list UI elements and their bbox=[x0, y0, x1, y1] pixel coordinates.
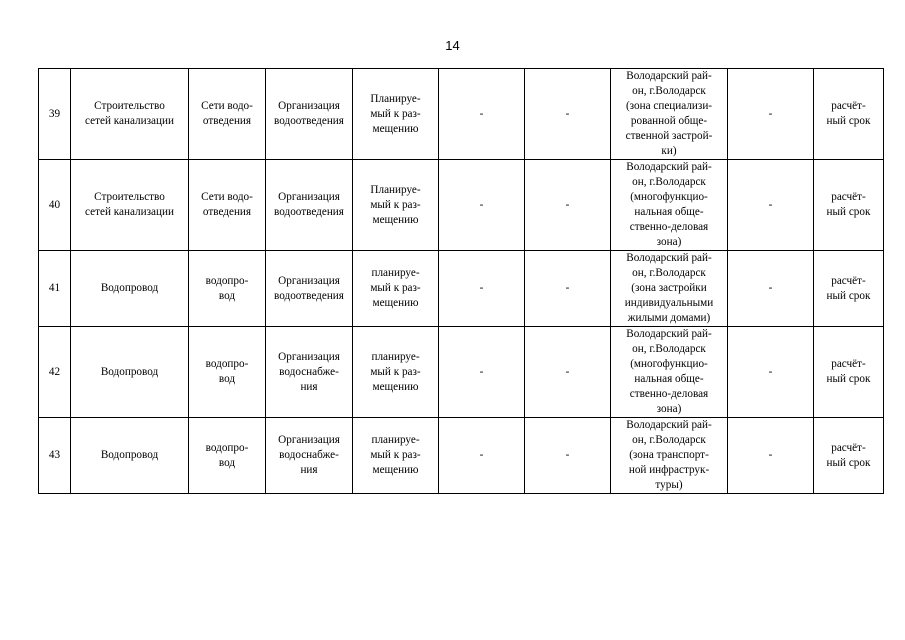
dash-value-c: - bbox=[768, 198, 773, 211]
object-name: Водопровод bbox=[100, 449, 159, 461]
dash-value-a: - bbox=[479, 282, 484, 294]
organization-cell bbox=[266, 69, 353, 160]
dash-value-b: - bbox=[565, 449, 570, 461]
location: Володарский рай- он, г.Володарск (зона застройки индивидуальными жилыми домами) bbox=[624, 252, 714, 324]
term-cell bbox=[814, 69, 884, 160]
object-name-cell bbox=[71, 327, 189, 418]
status: планируе- мый к раз- мещению bbox=[370, 350, 421, 393]
location: Володарский рай- он, г.Володарск (многофункцио- нальная обще- ственно-деловая зона) bbox=[626, 161, 712, 248]
dash-cell-a bbox=[439, 251, 525, 327]
dash-cell-b bbox=[525, 327, 611, 418]
location-cell bbox=[611, 327, 728, 418]
table-row bbox=[39, 69, 884, 160]
purpose-cell bbox=[189, 418, 266, 494]
dash-cell-a bbox=[439, 418, 525, 494]
dash-value-b: - bbox=[565, 198, 570, 211]
location-cell bbox=[611, 418, 728, 494]
dash-cell-a bbox=[439, 160, 525, 251]
status-cell bbox=[353, 418, 439, 494]
term: расчёт- ный срок bbox=[826, 358, 871, 385]
row-number-cell bbox=[39, 418, 71, 494]
status-cell bbox=[353, 327, 439, 418]
object-name: Водопровод bbox=[100, 282, 159, 294]
term-cell bbox=[814, 160, 884, 251]
row-number: 39 bbox=[48, 107, 61, 120]
object-name: Строительство сетей канализации bbox=[85, 191, 174, 218]
location-cell bbox=[611, 160, 728, 251]
purpose-cell bbox=[189, 327, 266, 418]
organization: Организация водоотведения bbox=[274, 100, 344, 127]
dash-value-a: - bbox=[479, 107, 484, 120]
location-cell bbox=[611, 69, 728, 160]
row-number-cell bbox=[39, 251, 71, 327]
row-number-cell bbox=[39, 69, 71, 160]
dash-cell-c bbox=[728, 418, 814, 494]
dash-value-c: - bbox=[768, 365, 773, 378]
dash-cell-b bbox=[525, 251, 611, 327]
row-number-cell bbox=[39, 327, 71, 418]
table-row bbox=[39, 327, 884, 418]
status-cell bbox=[353, 69, 439, 160]
object-name: Строительство сетей канализации bbox=[85, 100, 174, 127]
table-row bbox=[39, 251, 884, 327]
location-cell bbox=[611, 251, 728, 327]
organization-cell bbox=[266, 418, 353, 494]
status-cell bbox=[353, 251, 439, 327]
location: Володарский рай- он, г.Володарск (зона транспорт- ной инфраструк- туры) bbox=[626, 419, 712, 491]
row-number: 41 bbox=[48, 282, 61, 294]
row-number: 42 bbox=[48, 365, 61, 378]
term: расчёт- ный срок bbox=[826, 441, 871, 469]
dash-value-c: - bbox=[768, 107, 773, 120]
term-cell bbox=[814, 418, 884, 494]
object-name-cell bbox=[71, 69, 189, 160]
dash-value-a: - bbox=[479, 198, 484, 211]
purpose-cell bbox=[189, 69, 266, 160]
status: Планируе- мый к раз- мещению bbox=[370, 92, 421, 135]
organization-cell bbox=[266, 251, 353, 327]
row-number: 40 bbox=[48, 198, 61, 211]
dash-cell-c bbox=[728, 251, 814, 327]
status-cell bbox=[353, 160, 439, 251]
status: планируе- мый к раз- мещению bbox=[370, 434, 421, 476]
purpose: водопро- вод bbox=[205, 441, 249, 469]
purpose: Сети водо- отведения bbox=[201, 100, 253, 127]
dash-cell-a bbox=[439, 69, 525, 160]
dash-cell-b bbox=[525, 418, 611, 494]
object-name-cell bbox=[71, 160, 189, 251]
dash-cell-a bbox=[439, 327, 525, 418]
row-number-cell bbox=[39, 160, 71, 251]
purpose-cell bbox=[189, 160, 266, 251]
status: Планируе- мый к раз- мещению bbox=[370, 183, 421, 226]
term: расчёт- ный срок bbox=[826, 191, 871, 218]
page-number: 14 bbox=[445, 38, 460, 53]
dash-value-b: - bbox=[565, 107, 570, 120]
object-name-cell bbox=[71, 251, 189, 327]
organization-cell bbox=[266, 327, 353, 418]
dash-cell-b bbox=[525, 160, 611, 251]
term: расчёт- ный срок bbox=[826, 274, 871, 302]
purpose: водопро- вод bbox=[205, 358, 249, 385]
status: планируе- мый к раз- мещению bbox=[370, 267, 421, 309]
purpose: Сети водо- отведения bbox=[201, 191, 253, 218]
organization: Организация водоснабже- ния bbox=[278, 434, 340, 476]
table-row bbox=[39, 418, 884, 494]
dash-value-a: - bbox=[479, 449, 484, 461]
location: Володарский рай- он, г.Володарск (зона специализи- рованной обще- ственной застрой- ки) bbox=[625, 70, 713, 157]
term: расчёт- ный срок bbox=[826, 100, 871, 127]
table-row bbox=[39, 160, 884, 251]
organization: Организация водоотведения bbox=[274, 274, 344, 302]
dash-cell-c bbox=[728, 160, 814, 251]
object-name-cell bbox=[71, 418, 189, 494]
dash-value-c: - bbox=[768, 449, 773, 461]
object-name: Водопровод bbox=[100, 365, 159, 378]
dash-cell-b bbox=[525, 69, 611, 160]
term-cell bbox=[814, 327, 884, 418]
term-cell bbox=[814, 251, 884, 327]
organization: Организация водоснабже- ния bbox=[278, 350, 340, 393]
dash-cell-c bbox=[728, 327, 814, 418]
dash-cell-c bbox=[728, 69, 814, 160]
purpose: водопро- вод bbox=[205, 274, 249, 302]
dash-value-b: - bbox=[565, 282, 570, 294]
purpose-cell bbox=[189, 251, 266, 327]
dash-value-c: - bbox=[768, 282, 773, 294]
dash-value-b: - bbox=[565, 365, 570, 378]
row-number: 43 bbox=[48, 449, 61, 461]
organization-cell bbox=[266, 160, 353, 251]
location: Володарский рай- он, г.Володарск (многофункцио- нальная обще- ственно-деловая зона) bbox=[626, 328, 712, 415]
dash-value-a: - bbox=[479, 365, 484, 378]
objects-table bbox=[38, 68, 884, 494]
organization: Организация водоотведения bbox=[274, 191, 344, 218]
